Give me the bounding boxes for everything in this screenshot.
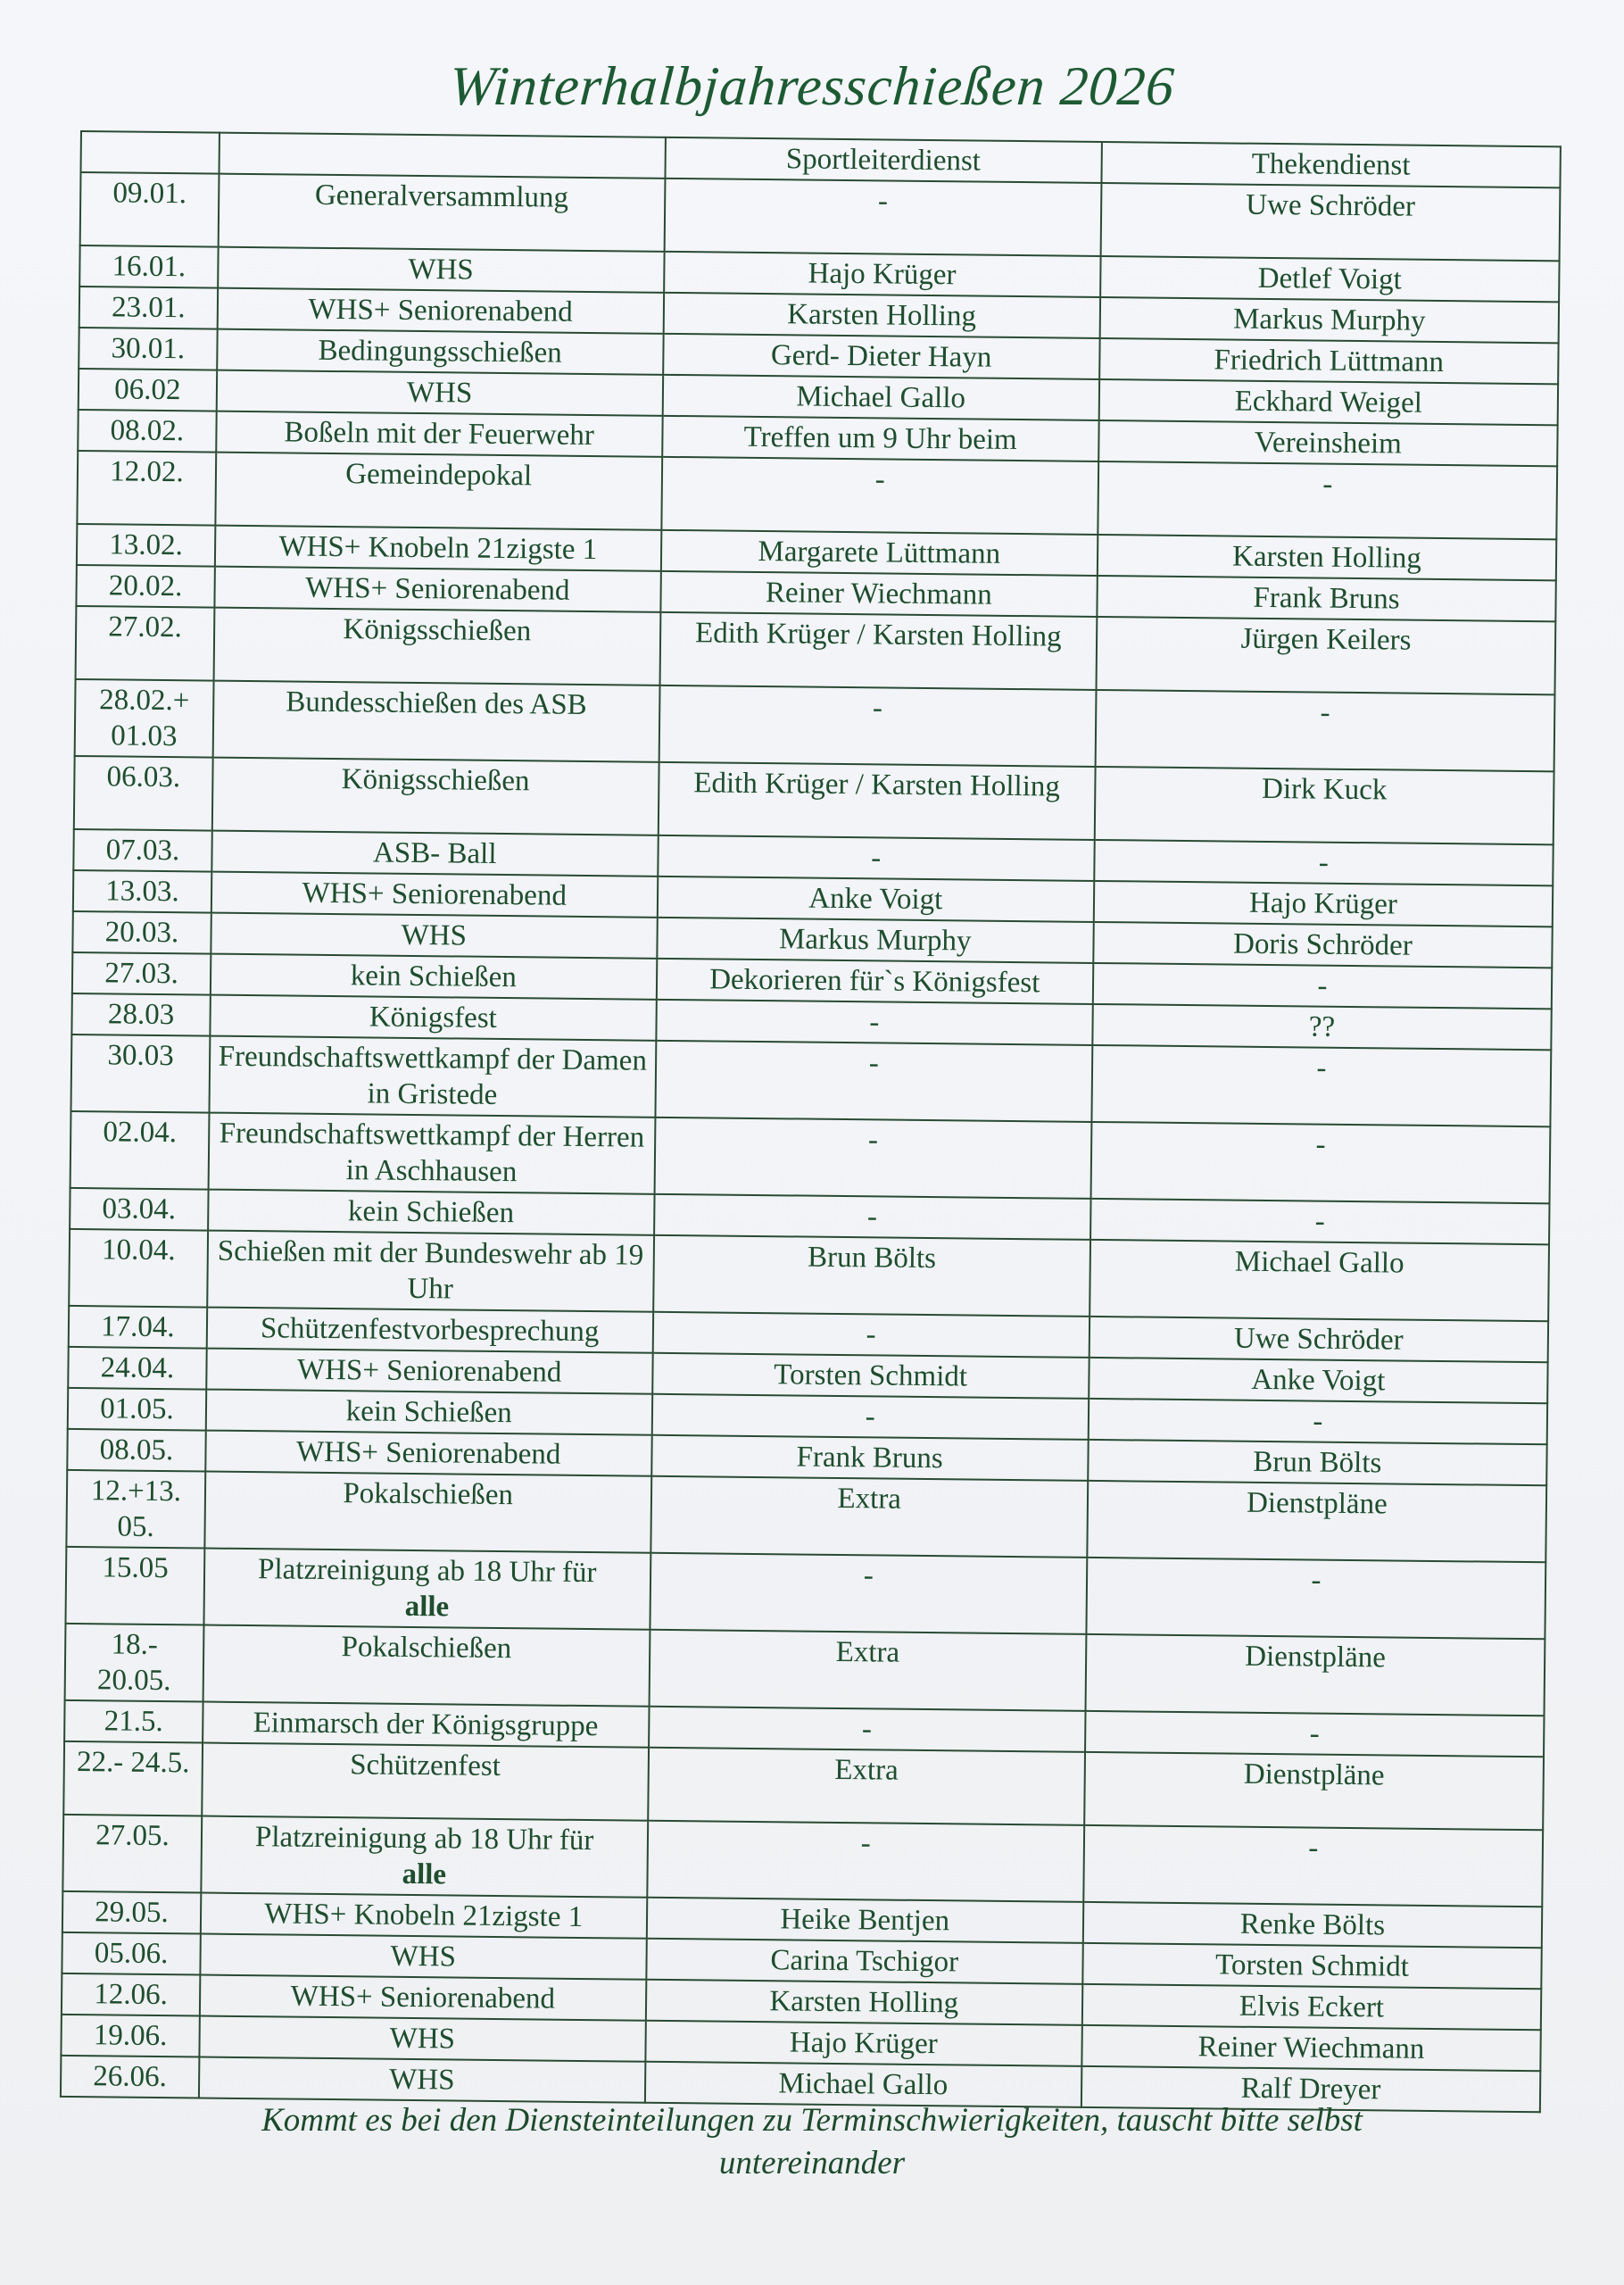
row-event — [203, 1549, 650, 1630]
row-date: 17.04. — [69, 1306, 207, 1349]
row-sportleiterdienst: - — [656, 1000, 1093, 1045]
row-sportleiterdienst: Reiner Wiechmann — [660, 571, 1098, 617]
row-event: Bedingungsschießen — [217, 329, 663, 375]
row-date: 12.06. — [62, 1973, 200, 2016]
row-event: Bundesschießen des ASB — [213, 681, 660, 762]
footer-line-2: untereinander — [718, 2145, 906, 2181]
row-sportleiterdienst: - — [658, 835, 1095, 881]
row-event — [201, 1816, 648, 1898]
row-thekendienst: Elvis Eckert — [1082, 1984, 1542, 2030]
row-thekendienst: Doris Schröder — [1093, 922, 1553, 968]
row-thekendienst: Renke Bölts — [1083, 1902, 1543, 1948]
row-event: WHS+ Seniorenabend — [211, 872, 658, 918]
row-event: Einmarsch der Königsgruppe — [203, 1702, 649, 1748]
row-sportleiterdienst: Anke Voigt — [657, 877, 1094, 922]
row-event: Gemeindepokal — [215, 453, 662, 530]
row-sportleiterdienst: - — [661, 457, 1098, 535]
row-sportleiterdienst: Hajo Krüger — [645, 2021, 1082, 2066]
row-sportleiterdienst: Heike Bentjen — [646, 1898, 1083, 1943]
row-date: 13.03. — [73, 870, 211, 913]
row-thekendienst: Frank Bruns — [1097, 576, 1556, 621]
row-date: 12.02. — [77, 451, 216, 526]
row-event: WHS — [199, 2057, 645, 2103]
row-thekendienst: Friedrich Lüttmann — [1099, 338, 1559, 384]
row-event: WHS+ Seniorenabend — [218, 288, 664, 334]
row-thekendienst: Dienstpläne — [1085, 1634, 1545, 1716]
row-date: 07.03. — [73, 829, 211, 872]
schedule-table — [60, 130, 1562, 2113]
row-event: Freundschaftswettkampf der Herren in Aschhausen — [208, 1113, 655, 1194]
row-sportleiterdienst: Hajo Krüger — [664, 252, 1101, 297]
row-date: 30.01. — [79, 328, 217, 370]
row-date: 26.06. — [61, 2056, 199, 2098]
row-thekendienst: Dienstpläne — [1087, 1481, 1546, 1562]
row-event: WHS+ Knobeln 21zigste 1 — [215, 526, 661, 571]
row-thekendienst: Hajo Krüger — [1094, 881, 1554, 926]
row-event: WHS — [211, 913, 657, 959]
row-thekendienst: Detlef Voigt — [1100, 256, 1560, 302]
row-date: 06.02 — [79, 369, 217, 411]
row-event: Schießen mit der Bundeswehr ab 19 Uhr — [207, 1231, 654, 1312]
row-date: 02.04. — [70, 1111, 210, 1190]
row-sportleiterdienst: - — [650, 1553, 1087, 1634]
row-thekendienst: Uwe Schröder — [1090, 1317, 1549, 1362]
row-thekendienst: - — [1090, 1122, 1550, 1203]
row-event: WHS+ Knobeln 21zigste 1 — [201, 1893, 647, 1939]
row-sportleiterdienst: - — [654, 1118, 1091, 1199]
row-event: WHS — [218, 247, 664, 293]
row-event: Königsschießen — [212, 758, 659, 835]
row-thekendienst: Eckhard Weigel — [1099, 379, 1559, 425]
row-sportleiterdienst: Karsten Holling — [645, 1980, 1082, 2025]
row-sportleiterdienst: Michael Gallo — [644, 2062, 1081, 2107]
row-sportleiterdienst: Michael Gallo — [662, 375, 1099, 420]
row-date: 19.06. — [61, 2015, 199, 2057]
row-date: 27.03. — [72, 952, 211, 995]
row-sportleiterdienst: Extra — [648, 1748, 1085, 1825]
row-date: 27.02. — [76, 606, 215, 681]
row-sportleiterdienst: Edith Krüger / Karsten Holling — [659, 612, 1097, 690]
row-event: kein Schießen — [211, 954, 657, 1000]
row-event: WHS+ Seniorenabend — [205, 1431, 651, 1476]
row-thekendienst: - — [1086, 1558, 1545, 1639]
row-thekendienst: Uwe Schröder — [1100, 183, 1560, 261]
row-date: 30.03 — [70, 1034, 210, 1113]
row-date: 23.01. — [79, 287, 218, 329]
row-date: 10.04. — [69, 1229, 208, 1308]
row-thekendienst: Reiner Wiechmann — [1081, 2025, 1541, 2071]
row-event: WHS+ Seniorenabend — [214, 567, 660, 612]
row-event: Königsfest — [210, 995, 656, 1041]
row-sportleiterdienst: Torsten Schmidt — [652, 1353, 1090, 1399]
row-event: WHS+ Seniorenabend — [206, 1349, 652, 1394]
row-thekendienst: - — [1089, 1399, 1548, 1444]
row-thekendienst: - — [1091, 1045, 1551, 1126]
row-sportleiterdienst: - — [647, 1821, 1084, 1902]
row-thekendienst: - — [1094, 840, 1554, 885]
row-date: 08.05. — [67, 1429, 205, 1472]
row-thekendienst: Ralf Dreyer — [1081, 2066, 1541, 2112]
row-date: 27.05. — [62, 1815, 202, 1893]
row-date: 29.05. — [62, 1891, 201, 1934]
row-event-emphasis: alle — [404, 1590, 450, 1624]
row-sportleiterdienst: Markus Murphy — [657, 918, 1094, 963]
row-thekendienst: - — [1095, 690, 1554, 771]
row-thekendienst: Michael Gallo — [1090, 1240, 1549, 1321]
row-thekendienst: Torsten Schmidt — [1082, 1943, 1542, 1989]
row-sportleiterdienst: - — [659, 686, 1096, 767]
header-thekendienst: Thekendienst — [1101, 142, 1561, 187]
row-date: 12.+13. 05. — [66, 1470, 205, 1549]
row-thekendienst: Markus Murphy — [1099, 297, 1559, 343]
row-event: Pokalschießen — [204, 1472, 651, 1553]
row-event: WHS — [199, 2016, 645, 2062]
row-sportleiterdienst: - — [654, 1194, 1091, 1240]
row-date: 21.5. — [64, 1700, 203, 1743]
row-sportleiterdienst: - — [664, 179, 1101, 256]
schedule-rows — [61, 172, 1560, 2112]
row-sportleiterdienst: Margarete Lüttmann — [660, 530, 1098, 576]
row-thekendienst: ?? — [1092, 1004, 1552, 1050]
row-sportleiterdienst: Karsten Holling — [663, 293, 1100, 338]
row-date: 15.05 — [65, 1547, 204, 1625]
row-sportleiterdienst: - — [649, 1707, 1086, 1752]
row-date: 13.02. — [77, 524, 215, 567]
row-date: 08.02. — [78, 410, 216, 453]
row-sportleiterdienst: - — [652, 1312, 1090, 1358]
row-event: Freundschaftswettkampf der Damen in Gristede — [209, 1036, 656, 1118]
row-thekendienst: - — [1093, 963, 1553, 1009]
row-thekendienst: - — [1085, 1711, 1545, 1757]
row-event-emphasis: alle — [402, 1857, 447, 1891]
row-event: WHS — [200, 1934, 646, 1980]
row-event: Königsschießen — [213, 608, 660, 686]
row-sportleiterdienst: - — [651, 1394, 1089, 1440]
page-title: Winterhalbjahresschießen 2026 — [447, 56, 1177, 117]
row-thekendienst: Anke Voigt — [1089, 1358, 1548, 1403]
row-event: Pokalschießen — [203, 1625, 650, 1707]
row-event: Schützenfest — [202, 1743, 649, 1821]
row-date: 05.06. — [62, 1932, 200, 1975]
row-event: Schützenfestvorbesprechung — [207, 1308, 653, 1353]
row-thekendienst: Dienstpläne — [1084, 1752, 1544, 1830]
row-date: 16.01. — [79, 245, 218, 288]
footer-note — [0, 2099, 1624, 2185]
row-event: Boßeln mit der Feuerwehr — [216, 411, 662, 457]
row-event: ASB- Ball — [211, 831, 658, 877]
row-date: 09.01. — [80, 172, 220, 247]
row-date: 01.05. — [68, 1388, 206, 1431]
row-date: 28.03 — [71, 993, 210, 1036]
row-thekendienst: Vereinsheim — [1098, 420, 1558, 466]
row-date: 24.04. — [68, 1347, 206, 1390]
row-event: kein Schießen — [206, 1390, 652, 1435]
row-sportleiterdienst: Frank Bruns — [651, 1435, 1089, 1481]
row-thekendienst: Karsten Holling — [1098, 535, 1557, 580]
row-sportleiterdienst: Edith Krüger / Karsten Holling — [658, 762, 1095, 840]
row-event-text: Platzreinigung ab 18 Uhr für — [254, 1821, 594, 1857]
row-date: 20.02. — [76, 565, 214, 608]
row-thekendienst: Jürgen Keilers — [1096, 617, 1555, 694]
row-sportleiterdienst: Extra — [649, 1630, 1086, 1711]
row-event: kein Schießen — [208, 1190, 654, 1235]
row-thekendienst: - — [1098, 461, 1557, 539]
row-sportleiterdienst: - — [655, 1041, 1092, 1122]
row-thekendienst: Dirk Kuck — [1095, 767, 1554, 844]
row-sportleiterdienst: Extra — [650, 1476, 1088, 1558]
footer-line-1: Kommt es bei den Diensteinteilungen zu Terminschwierigkeiten, tauscht bitte selbst — [261, 2102, 1363, 2139]
row-date: 03.04. — [70, 1188, 208, 1231]
row-sportleiterdienst: Treffen um 9 Uhr beim — [662, 416, 1099, 461]
row-date: 28.02.+ 01.03 — [75, 679, 214, 758]
row-sportleiterdienst: Brun Bölts — [653, 1235, 1090, 1317]
row-event: Generalversammlung — [219, 174, 666, 252]
header-sportleiterdienst: Sportleiterdienst — [665, 137, 1102, 183]
row-thekendienst: - — [1083, 1825, 1543, 1907]
row-sportleiterdienst: Gerd- Dieter Hayn — [663, 334, 1100, 379]
row-thekendienst: - — [1090, 1199, 1550, 1244]
row-thekendienst: Brun Bölts — [1088, 1440, 1547, 1485]
row-event: WHS+ Seniorenabend — [200, 1975, 646, 2021]
row-date: 06.03. — [74, 756, 213, 831]
header-date — [81, 131, 220, 174]
row-date: 22.- 24.5. — [63, 1741, 203, 1816]
row-event: WHS — [217, 370, 663, 416]
row-date: 20.03. — [72, 911, 211, 954]
row-event-text: Platzreinigung ab 18 Uhr für — [257, 1553, 597, 1590]
row-sportleiterdienst: Dekorieren für`s Königsfest — [656, 959, 1093, 1004]
row-sportleiterdienst: Carina Tschigor — [646, 1939, 1083, 1984]
header-event — [219, 133, 665, 179]
row-date: 18.- 20.05. — [65, 1624, 204, 1702]
